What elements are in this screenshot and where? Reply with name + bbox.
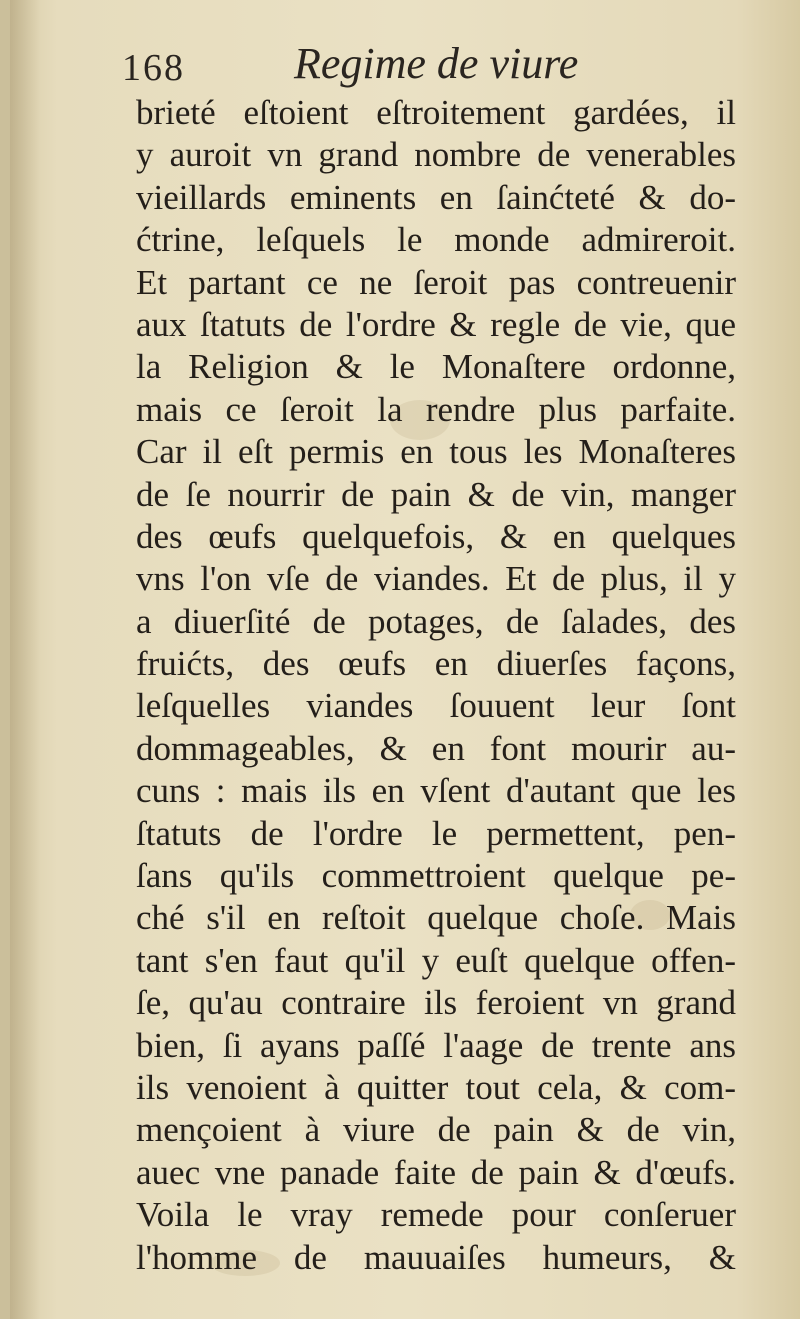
page-header bbox=[122, 36, 722, 96]
text-line: la Religion & le Monaſtere ordonne, bbox=[136, 347, 736, 387]
book-page bbox=[10, 0, 800, 1319]
text-line: ché s'il en reſtoit quelque choſe. Mais bbox=[136, 898, 736, 938]
text-line: aux ſtatuts de l'ordre & regle de vie, que bbox=[136, 304, 736, 344]
running-title: Regime de viure bbox=[294, 39, 579, 88]
text-line: vns l'on vſe de viandes. Et de plus, il y bbox=[136, 559, 736, 599]
text-line: l'homme de mauuaiſes humeurs, & bbox=[136, 1237, 736, 1277]
text-line: brieté eſtoient eſtroitement gardées, il bbox=[136, 93, 736, 132]
text-line: leſquelles viandes ſouuent leur ſont bbox=[136, 686, 736, 726]
text-line: y auroit vn grand nombre de venerables bbox=[136, 135, 736, 175]
text-line: de ſe nourrir de pain & de vin, manger bbox=[136, 474, 736, 514]
text-line: mais ce ſeroit la rendre plus parfaite. bbox=[136, 389, 736, 429]
text-line: tant s'en faut qu'il y euſt quelque offen- bbox=[136, 940, 736, 980]
text-line: vieillards eminents en ſainćteté & do- bbox=[136, 177, 736, 217]
text-line: ćtrine, leſquels le monde admireroit. bbox=[136, 220, 736, 260]
body-text bbox=[136, 92, 736, 1279]
text-line: fruićts, des œufs en diuerſes façons, bbox=[136, 644, 736, 684]
text-line: bien, ſi ayans paſſé l'aage de trente ans bbox=[136, 1025, 736, 1065]
page-number: 168 bbox=[122, 47, 185, 89]
text-line: Car il eſt permis en tous les Monaſteres bbox=[136, 432, 736, 472]
text-line: mençoient à viure de pain & de vin, bbox=[136, 1110, 736, 1150]
text-line: ils venoient à quitter tout cela, & com- bbox=[136, 1067, 736, 1107]
text-line: ſans qu'ils commettroient quelque pe- bbox=[136, 856, 736, 896]
text-line: a diuerſité de potages, de ſalades, des bbox=[136, 601, 736, 641]
text-line: cuns : mais ils en vſent d'autant que les bbox=[136, 771, 736, 811]
text-line: des œufs quelquefois, & en quelques bbox=[136, 516, 736, 556]
text-line: auec vne panade faite de pain & d'œufs. bbox=[136, 1152, 736, 1192]
text-line: Voila le vray remede pour conſeruer bbox=[136, 1195, 736, 1235]
text-line: Et partant ce ne ſeroit pas contreuenir bbox=[136, 262, 736, 302]
text-line: dommageables, & en font mourir au- bbox=[136, 728, 736, 768]
text-line: ſe, qu'au contraire ils feroient vn grand bbox=[136, 983, 736, 1023]
text-line: ſtatuts de l'ordre le permettent, pen- bbox=[136, 813, 736, 853]
